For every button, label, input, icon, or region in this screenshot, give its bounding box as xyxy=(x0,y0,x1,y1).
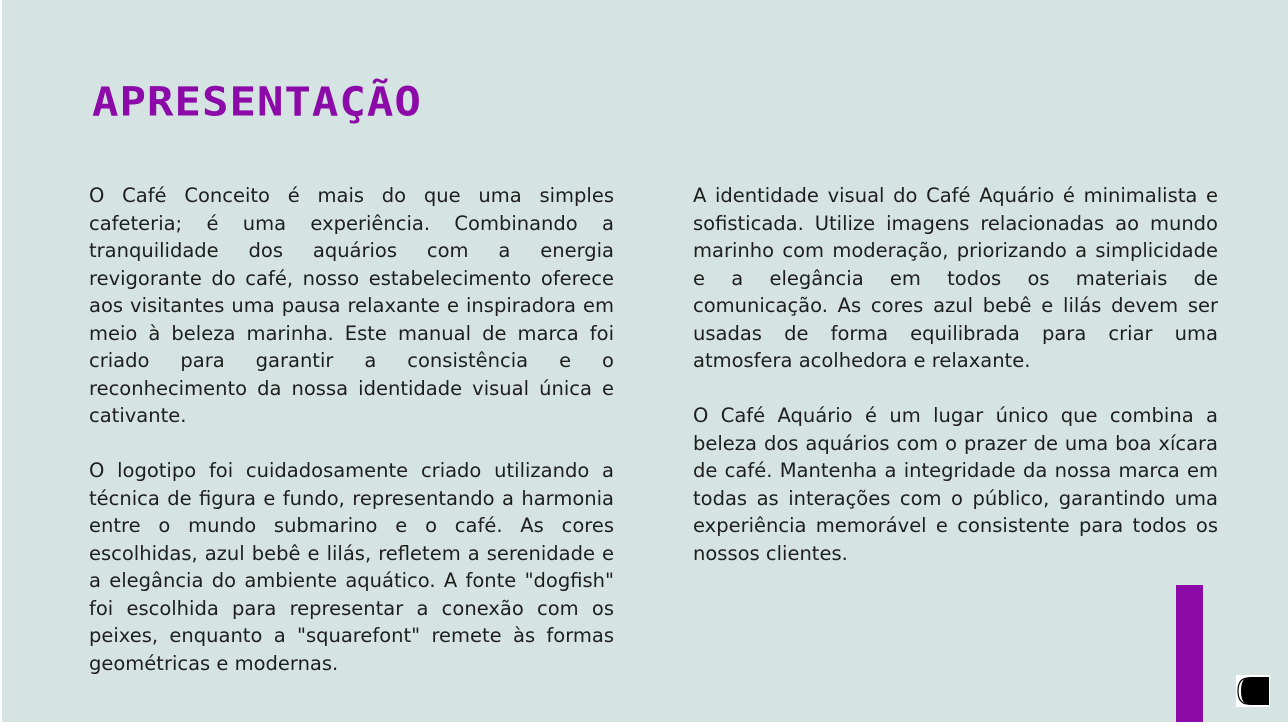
left-text-column xyxy=(89,182,614,705)
paragraph: O Café Aquário é um lugar único que combina a beleza dos aquários com o prazer de uma boa xícara de café. Mantenha a integridade da nossa marca em todas as interações com o público, garantindo uma experiência memorável e consistente para todos os nossos clientes. xyxy=(693,404,1218,565)
accent-bar xyxy=(1176,585,1203,722)
page-title: APRESENTAÇÃO xyxy=(92,78,422,126)
paragraph: O logotipo foi cuidadosamente criado utilizando a técnica de figura e fundo, representando a harmonia entre o mundo submarino e o café. As cores escolhidas, azul bebê e lilás, refletem a serenidade e a elegância do ambiente aquático. A fonte "dogfish" foi escolhida para representar a conexão com os peixes, enquanto a "squarefont" remete às formas geométricas e modernas. xyxy=(89,459,614,675)
paragraph: A identidade visual do Café Aquário é minimalista e sofisticada. Utilize imagens relacionadas ao mundo marinho com moderação, priorizando a simplicidade e a elegância em todos os materiais de comunicação. As cores azul bebê e lilás devem ser usadas de forma equilibrada para criar uma atmosfera acolhedora e relaxante. xyxy=(693,184,1218,372)
slide xyxy=(2,0,1288,722)
right-text-column xyxy=(693,182,1218,595)
slide-nav-icon[interactable] xyxy=(1236,675,1270,707)
paragraph: O Café Conceito é mais do que uma simples cafeteria; é uma experiência. Combinando a tranquilidade dos aquários com a energia revigorante do café, nosso estabelecimento oferece aos visitantes uma pausa relaxante e inspiradora em meio à beleza marinha. Este manual de marca foi criado para garantir a consistência e o reconhecimento da nossa identidade visual única e cativante. xyxy=(89,184,614,427)
